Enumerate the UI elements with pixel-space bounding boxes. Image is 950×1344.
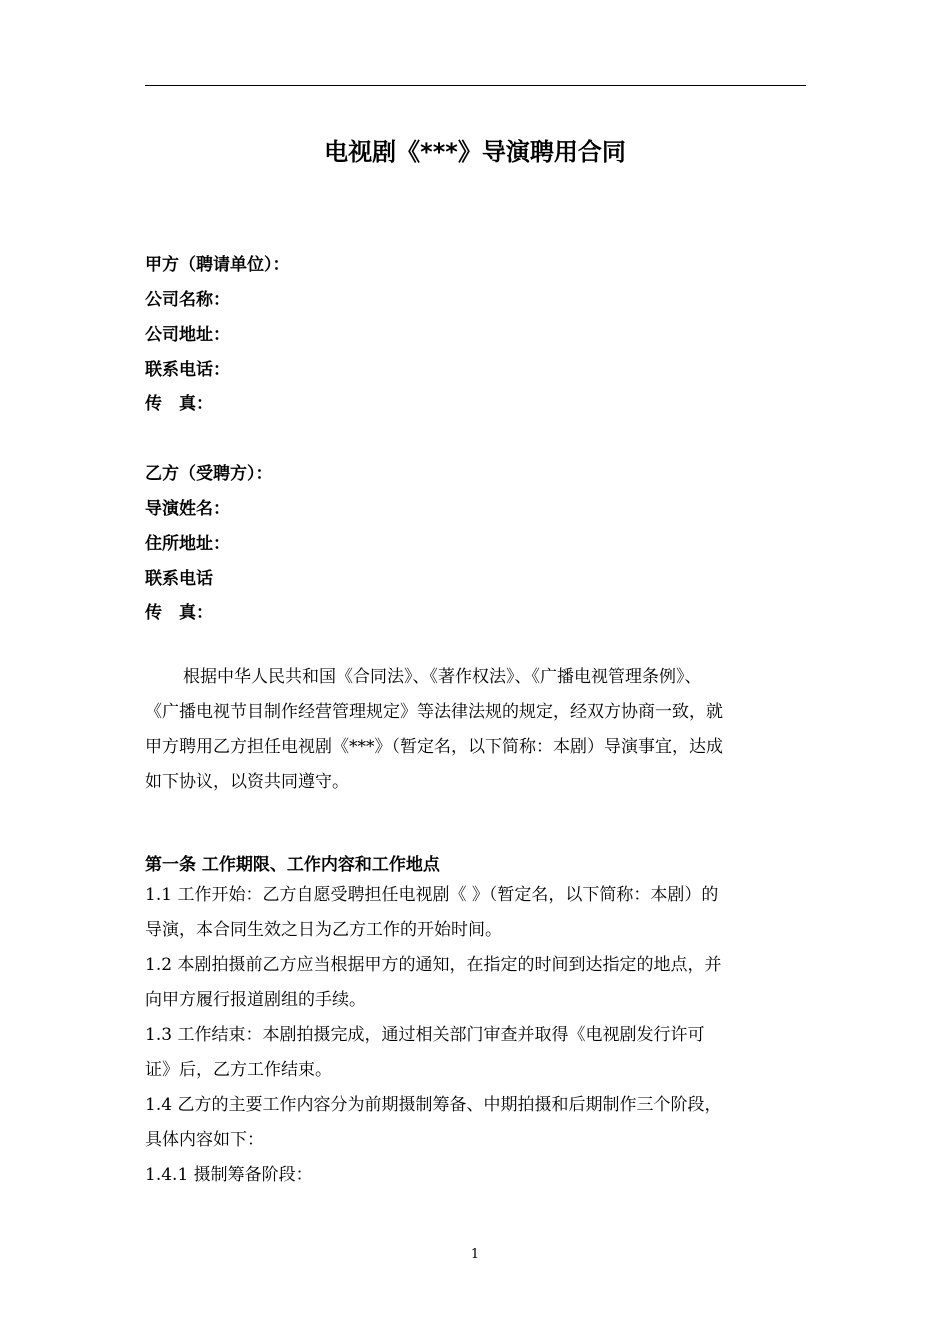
party-b-fax: 传 真： [145, 603, 213, 623]
party-b-phone: 联系电话 [145, 569, 213, 589]
clause-line: 导演，本合同生效之日为乙方工作的开始时间。 [145, 920, 502, 940]
article-1-body [145, 878, 815, 1193]
intro-line: 《广播电视节目制作经营管理规定》等法律法规的规定，经双方协商一致，就 [145, 702, 723, 722]
clause-line: 1.1 工作开始：乙方自愿受聘担任电视剧《 》（暂定名，以下简称：本剧）的 [145, 885, 719, 905]
intro-line: 根据中华人民共和国《合同法》、《著作权法》、《广播电视管理条例》、 [183, 667, 702, 687]
party-a-fax: 传 真： [145, 394, 213, 414]
intro-paragraph [145, 660, 815, 800]
clause-line: 1.4 乙方的主要工作内容分为前期摄制筹备、中期拍摄和后期制作三个阶段， [145, 1095, 722, 1115]
intro-line: 如下协议，以资共同遵守。 [145, 772, 349, 792]
contract-title: 电视剧《***》导演聘用合同 [324, 138, 626, 166]
page-number: 1 [470, 1247, 480, 1262]
clause-line: 具体内容如下： [145, 1130, 264, 1150]
party-b-address: 住所地址： [145, 534, 230, 554]
clause-line: 1.2 本剧拍摄前乙方应当根据甲方的通知，在指定的时间到达指定的地点，并 [145, 955, 722, 975]
party-a-company-address: 公司地址： [145, 325, 230, 345]
party-a-phone: 联系电话： [145, 360, 230, 380]
party-a-company-name: 公司名称： [145, 290, 230, 310]
clause-line: 1.3 工作结束：本剧拍摄完成，通过相关部门审查并取得《电视剧发行许可 [145, 1025, 705, 1045]
party-b-header: 乙方（受聘方）： [145, 464, 273, 484]
intro-line: 甲方聘用乙方担任电视剧《***》（暂定名，以下简称：本剧）导演事宜，达成 [145, 737, 723, 757]
article-1-heading: 第一条 工作期限、工作内容和工作地点 [145, 855, 440, 875]
clause-line: 向甲方履行报道剧组的手续。 [145, 990, 366, 1010]
clause-line: 1.4.1 摄制筹备阶段： [145, 1165, 313, 1185]
header-rule [145, 85, 806, 86]
clause-line: 证》后，乙方工作结束。 [145, 1060, 332, 1080]
party-b-director-name: 导演姓名： [145, 499, 230, 519]
party-a-header: 甲方（聘请单位）： [145, 255, 290, 275]
